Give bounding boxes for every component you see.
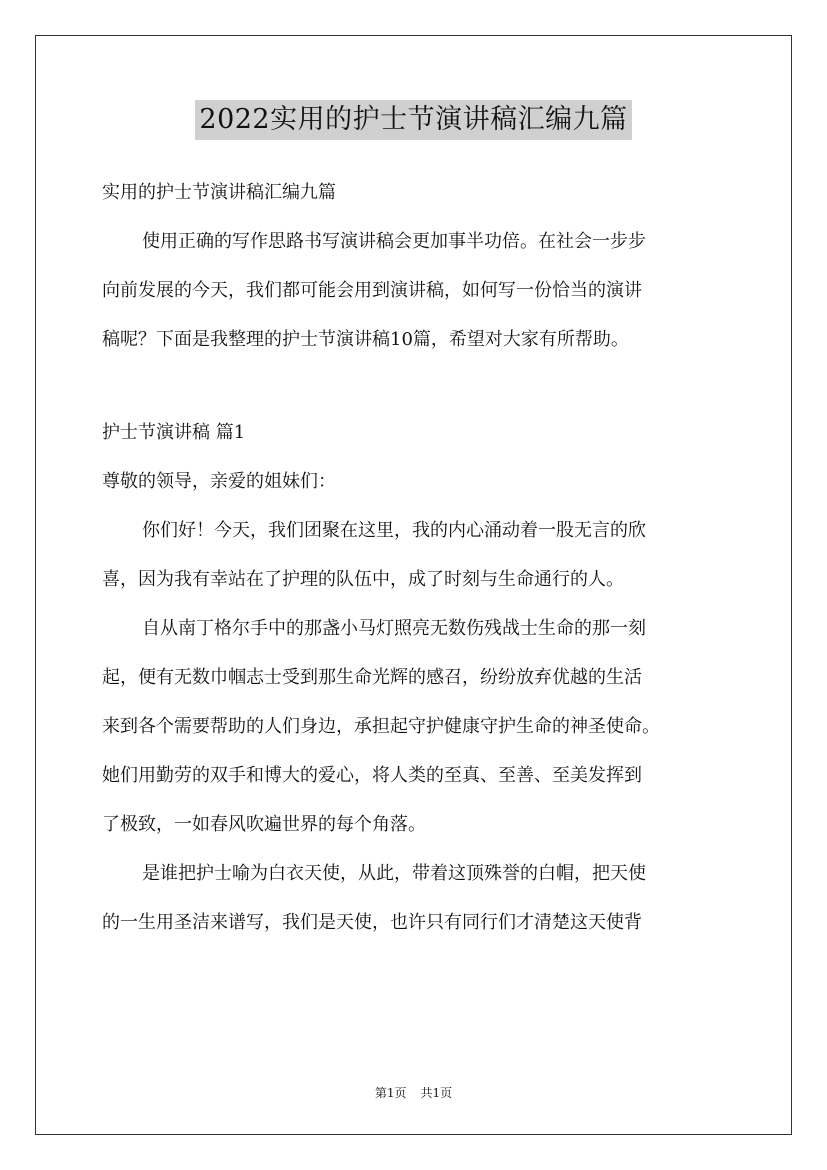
paragraph1-line: 你们好！今天，我们团聚在这里，我的内心涌动着一股无言的欣 [142,520,646,541]
intro-line: 向前发展的今天，我们都可能会用到演讲稿，如何写一份恰当的演讲 [102,280,642,301]
paragraph2-line: 自从南丁格尔手中的那盏小马灯照亮无数伤残战士生命的那一刻 [142,618,646,639]
intro-line: 使用正确的写作思路书写演讲稿会更加事半功倍。在社会一步步 [142,231,646,252]
section-heading: 护士节演讲稿 篇1 [102,422,246,443]
paragraph3-line: 的一生用圣洁来谱写，我们是天使，也许只有同行们才清楚这天使背 [102,912,642,933]
page-number: 第1页 [374,1086,407,1100]
page-total: 共1页 [420,1086,453,1100]
greeting: 尊敬的领导，亲爱的姐妹们： [102,471,336,492]
page-footer [0,1084,827,1101]
paragraph2-line: 来到各个需要帮助的人们身边，承担起守护健康守护生命的神圣使命。 [102,716,660,737]
paragraph2-line: 了极致，一如春风吹遍世界的每个角落。 [102,814,426,835]
title-area [0,100,827,140]
intro-line: 稿呢？下面是我整理的护士节演讲稿10篇，希望对大家有所帮助。 [102,329,629,350]
paragraph1-line: 喜，因为我有幸站在了护理的队伍中，成了时刻与生命通行的人。 [102,569,624,590]
document-title: 2022实用的护士节演讲稿汇编九篇 [195,100,631,140]
paragraph-gap [102,368,729,412]
paragraph3-line: 是谁把护士喻为白衣天使，从此，带着这顶殊誉的白帽，把天使 [142,863,646,884]
paragraph2-line: 她们用勤劳的双手和博大的爱心，将人类的至真、至善、至美发挥到 [102,765,642,786]
document-body [102,172,729,951]
paragraph2-line: 起，便有无数巾帼志士受到那生命光辉的感召，纷纷放弃优越的生活 [102,667,642,688]
subtitle: 实用的护士节演讲稿汇编九篇 [102,182,336,203]
